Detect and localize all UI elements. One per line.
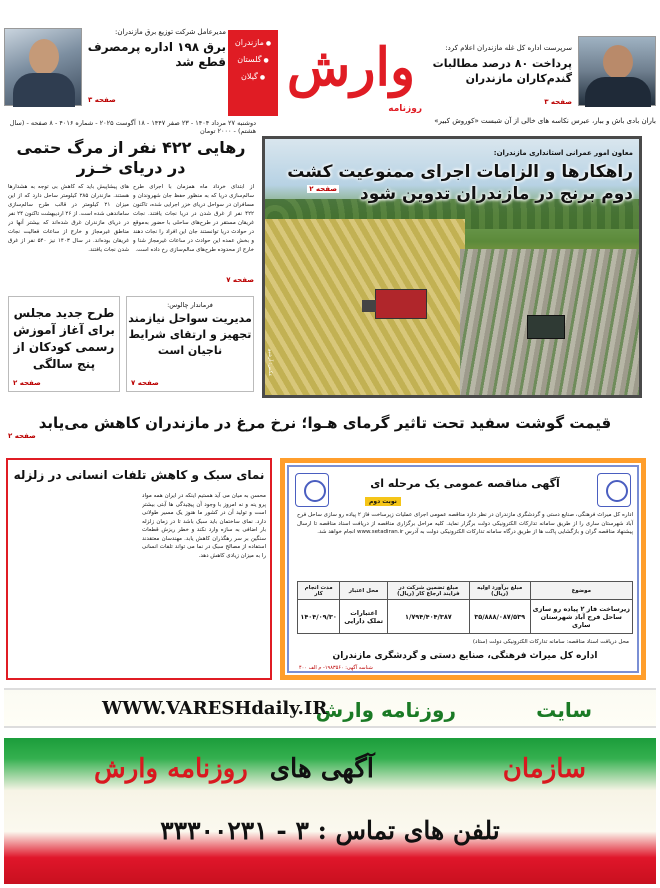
education-page-ref: صفحه ۲	[13, 379, 41, 387]
quote-teaser: باران بادی باش و ببار، عبرس نکاسه های خالی از آن شبست «کوروش کبیر»	[434, 117, 656, 125]
table-cell: ۳۵/۸۸۸/۰۸۷/۵۳۹	[469, 600, 530, 634]
tender-body: اداره کل میراث فرهنگی، صنایع دستی و گردشگری مازندران در نظر دارد مناقصه عمومی اجرای عملیات زیرساخت فاز ۲ پیاده رو سازی ساحل فرح آباد شهرستان ساری را از طریق سامانه تدارکات الکترونیکی دولت برگزار نماید. کلیه مراحل برگزاری مناقصه از دریافت اسناد مناقصه تا ارسال پیشنهاد مناقصه گران و بازگشایی پاکت ها از طریق درگاه سامانه تدارکات الکترونیکی دولت به آدرس www.setadiran.ir انجام خواهد شد.	[297, 512, 634, 535]
banner-word-newspaper: روزنامه وارش	[94, 754, 248, 784]
site-label: سایت	[536, 698, 592, 722]
banner-word-organization: سازمان	[502, 754, 586, 784]
left-promo-headline[interactable]: برق ۱۹۸ اداره پرمصرف قطع شد	[87, 40, 226, 69]
logo-small-label: روزنامه	[388, 104, 422, 114]
province-label: ● گلستان	[228, 55, 278, 64]
table-cell: زیرساخت فاز ۲ پیاده رو سازی ساحل فرح آباد شهرستان ساری	[530, 600, 632, 634]
table-cell: اعتبارات تملک دارایی	[340, 600, 388, 634]
heritage-emblem-icon	[295, 473, 329, 507]
table-header: مدت انجام کار	[298, 582, 340, 600]
article-body-column: محسن به میان می آید هستیم اینکه در ایران همه مواد پرو ینه و نه امروز با وجود آن پیچیدگی ها آبتی بیشتر است و تولید آن در کشور ما هنوز یک مسیر طولانی دارد. نمای ساختمان باید سبک باشد تا در زمان زلزله بار اضافی به سازه وارد نکند و خطر ریزش قطعات سنگین بر سر رهگذران کاهش یابد. مهندسان معتقدند استفاده از مصالح سبک در نما می تواند تلفات انسانی را به میزان زیادی کاهش دهد.	[142, 493, 266, 559]
tender-title: آگهی مناقصه عمومی یک مرحله ای	[370, 477, 560, 490]
feature-kicker: معاون امور عمرانی استانداری مازندران:	[493, 149, 633, 157]
poultry-price-headline[interactable]: قیمت گوشت سفید تحت تاثیر گرمای هـوا؛ نرخ مرغ در مازندران کاهش می‌یابد	[38, 414, 612, 432]
lead-headline[interactable]: رهایی ۴۲۲ نفر از مرگ حتمی در دریای خـزر	[16, 138, 246, 177]
right-promo-page-ref: صفحه ۳	[544, 98, 572, 106]
photo-credit: عکس: آرشیو	[267, 349, 273, 377]
right-promo[interactable]	[430, 36, 656, 116]
rice-planter-machine	[527, 315, 565, 339]
lead-body	[8, 183, 254, 284]
feature-page-ref: صفحه ۲	[309, 185, 337, 193]
education-story-box[interactable]	[8, 296, 120, 392]
coast-story-headline[interactable]: مدیریت سواحل نیازمند تجهیز و ارتقای شرایط ناجیان است	[128, 312, 252, 357]
tender-ad-inner	[287, 465, 639, 673]
earthquake-facade-article[interactable]	[6, 458, 272, 680]
round-badge: نوبت دوم	[365, 497, 401, 506]
portrait-face	[29, 39, 59, 75]
ad-code: شناسه آگهی: ۱۹۸۳۵۶۰- م الف ۴۰۰	[299, 665, 373, 671]
left-promo-page-ref: صفحه ۳	[88, 96, 116, 104]
masthead	[0, 0, 660, 135]
official-portrait-photo	[4, 28, 82, 106]
website-link[interactable]: WWW.VARESHdaily.IR	[102, 698, 328, 719]
left-promo[interactable]	[4, 28, 226, 108]
tender-note: محل دریافت اسناد مناقصه: سامانه تدارکات الکترونیکی دولت (ستاد)	[472, 639, 629, 645]
website-strip[interactable]	[4, 688, 656, 728]
newspaper-logo	[228, 30, 424, 116]
left-promo-kicker: مدیرعامل شرکت توزیع برق مازندران:	[115, 28, 226, 36]
article-body	[14, 492, 266, 674]
province-label: ● مازندران	[228, 38, 278, 47]
provinces-box	[228, 30, 278, 116]
right-promo-headline[interactable]: پرداخت ۸۰ درصد مطالبات گندم‌کاران مازندران	[432, 57, 572, 85]
portrait-body	[13, 73, 75, 107]
heritage-emblem-icon	[597, 473, 631, 507]
lead-page-ref: صفحه ۷	[226, 276, 254, 284]
coast-story-kicker: فرماندار چالوس:	[167, 301, 213, 309]
table-header: مبلغ برآورد اولیه (ریال)	[469, 582, 530, 600]
coast-page-ref: صفحه ۷	[131, 379, 159, 387]
article-headline[interactable]: نمای سبک و کاهش تلفات انسانی در زلزله	[13, 468, 265, 482]
province-label: ● گیلان	[228, 72, 278, 81]
right-promo-kicker: سرپرست اداره کل غله مازندران اعلام کرد:	[445, 44, 572, 52]
main-feature[interactable]	[262, 136, 642, 398]
advertising-banner[interactable]	[4, 738, 656, 884]
combine-harvester	[375, 289, 427, 319]
table-header: محل اعتبار	[340, 582, 388, 600]
table-cell: ۱۴۰۴/۰۹/۳۰	[298, 600, 340, 634]
lead-body-column: های پیشاپیش باید که کاهش بی توجه به هشدارها هستند. مازندران ۲۸۵ کیلومتر ساحل دارد که از این میزان ۲۱ کیلومتر در قالب طرح سالم‌سازی ساماندهی شده است. از ۲۶ اردیبهشت تاکنون ۲۴ نفر در دریای مازندران غرق شده‌اند که بیشتر آنها در مناطق غیرمجاز و خارج از ساعات فعالیت نجات غریقان بوده‌اند. در سال ۱۴۰۳ نیز ۵۴۰ نفر از غرق شدن نجات یافتند.	[8, 184, 129, 253]
tender-advertisement[interactable]	[280, 458, 646, 680]
portrait-face	[603, 45, 633, 79]
tender-table	[297, 581, 633, 634]
education-story-headline[interactable]: طرح جدید مجلس برای آغاز آموزش رسمی کودکان از پنج سالگی	[13, 306, 115, 371]
banner-word-ads: آگهی های	[269, 754, 374, 784]
contact-phone[interactable]: تلفن های تماس : ۳ - ۳۳۳۰۰۲۳۱	[160, 816, 500, 845]
table-header: موضوع	[530, 582, 632, 600]
tender-organization: اداره کل میراث فرهنگی، صنایع دستی و گردشگری مازندران	[332, 651, 598, 661]
feature-headline[interactable]: راهکارها و الزامات اجرای ممنوعیت کشت دوم برنج در مازندران تدوین شود	[287, 162, 633, 204]
table-header: مبلغ تضمین شرکت در فرایند ارجاع کار (ریال)	[388, 582, 470, 600]
banner-page-ref: صفحه ۲	[8, 432, 36, 440]
site-name: روزنامه وارش	[315, 698, 456, 722]
portrait-body	[585, 77, 651, 107]
logo-wordmark: وارش	[278, 32, 424, 116]
coast-story-box[interactable]	[126, 296, 254, 392]
lead-body-column: از ابتدای خرداد ماه همزمان با اجرای طرح سالم‌سازی دریا که به منظور حفظ جان شهروندان و مسافران در سواحل دریای خزر اجرایی شده، تاکنون ۴۲۲ نفر از غرق شدن در دریا نجات یافتند. نجات غریقان مستقر در طرح‌های ساحلی با حضور به‌موقع در حوادث دریا توانستند جان این افراد را نجات دهند و بخش عمده این حوادث در ساعات غیرمجاز شنا و خارج از محدوده طرح‌های سالم‌سازی رخ داده است.	[133, 184, 254, 253]
table-row	[298, 600, 633, 634]
dateline: دوشنبه ۲۷ مرداد ۱۴۰۴ - ۲۳ صفر ۱۴۴۷ - ۱۸ آگوست ۲۰۲۵ - شماره ۴۰۱۶ - ۸ صفحه - (سال هشتم) - ۲۰۰۰ تومان	[9, 119, 256, 135]
feature-text	[273, 149, 633, 205]
table-cell: ۱/۷۹۴/۴۰۴/۳۸۷	[388, 600, 470, 634]
official-portrait-photo	[578, 36, 656, 106]
